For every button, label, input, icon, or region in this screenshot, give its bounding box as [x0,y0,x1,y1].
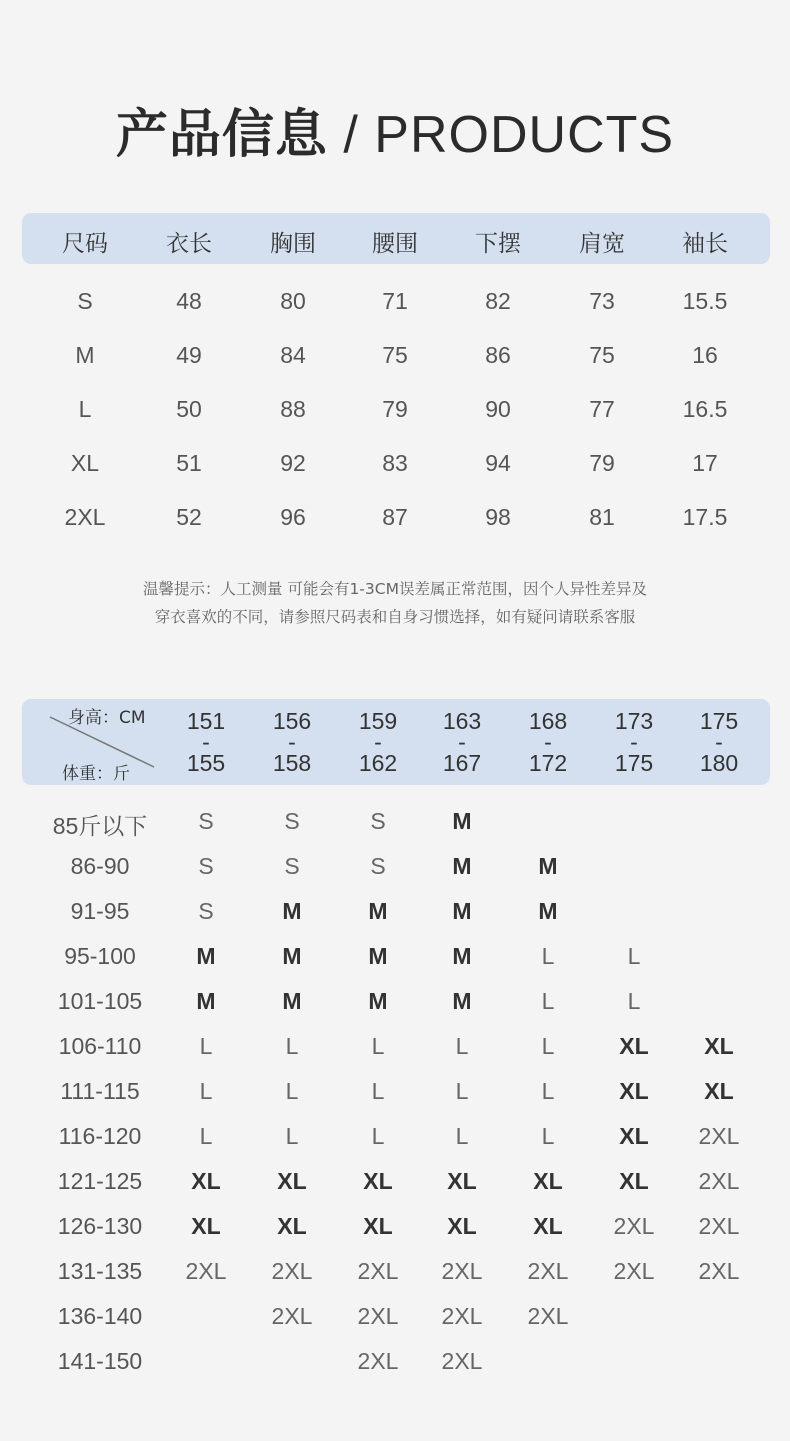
recommended-size-cell: L [285,1078,299,1104]
size-table-row [0,450,790,504]
range-dash: - [374,729,382,755]
fit-table-row [0,808,790,853]
recommended-size-cell: S [370,808,386,834]
size-table-cell: 15.5 [682,288,728,314]
recommended-size-cell: XL [447,1213,477,1239]
weight-range-cell: 91-95 [70,898,130,924]
size-table-cell: 17 [692,450,718,476]
size-table-cell: 16 [692,342,718,368]
range-to: 155 [186,750,226,776]
note-line-1: 温馨提示：人工测量 可能会有1-3CM误差属正常范围，因个人异性差异及 [143,580,647,598]
size-table-row [0,342,790,396]
recommended-size-cell: S [370,853,386,879]
size-header-cell: 下摆 [475,231,521,257]
recommended-size-cell: M [368,988,388,1014]
fit-table-row [0,1078,790,1123]
fit-table-row [0,1213,790,1258]
recommended-size-cell: M [452,988,472,1014]
recommended-size-cell: S [284,853,300,879]
recommended-size-cell: M [452,853,472,879]
recommended-size-cell: L [541,943,555,969]
recommended-size-cell: 2XL [698,1168,740,1194]
size-table-cell: 96 [280,504,306,530]
size-header-cell: 袖长 [682,231,728,257]
size-table-cell: 50 [176,396,202,422]
recommended-size-cell: 2XL [613,1213,655,1239]
range-dash: - [544,729,552,755]
recommended-size-cell: XL [277,1168,307,1194]
recommended-size-cell: L [627,943,641,969]
size-table-cell: 86 [485,342,511,368]
recommended-size-cell: L [371,1078,385,1104]
range-to: 180 [699,750,739,776]
fit-table-row [0,1303,790,1348]
size-table-row [0,396,790,450]
height-range-header [604,708,664,776]
recommended-size-cell: XL [533,1213,563,1239]
recommended-size-cell: 2XL [357,1258,399,1284]
recommended-size-cell: XL [447,1168,477,1194]
size-table-cell: 79 [589,450,615,476]
fit-table-row [0,1033,790,1078]
size-table-cell: 81 [589,504,615,530]
recommended-size-cell: S [284,808,300,834]
recommended-size-cell: M [452,898,472,924]
weight-range-cell: 141-150 [57,1348,143,1374]
recommended-size-cell: XL [191,1168,221,1194]
recommended-size-cell: XL [533,1168,563,1194]
recommended-size-cell: 2XL [698,1258,740,1284]
size-table-header [22,213,770,264]
recommended-size-cell: M [538,853,558,879]
recommended-size-cell: 2XL [698,1213,740,1239]
size-header-cell: 尺码 [62,231,108,257]
size-table-cell: S [77,288,93,314]
recommended-size-cell: XL [363,1168,393,1194]
height-label: 身高：CM [68,708,146,728]
recommended-size-cell: L [199,1078,213,1104]
range-dash: - [630,729,638,755]
weight-range-cell: 111-115 [60,1078,140,1104]
range-to: 158 [272,750,312,776]
recommended-size-cell: XL [363,1213,393,1239]
range-to: 162 [358,750,398,776]
range-to: 172 [528,750,568,776]
recommended-size-cell: XL [619,1033,649,1059]
weight-range-cell: 136-140 [57,1303,143,1329]
size-table-cell: 92 [280,450,306,476]
recommended-size-cell: M [538,898,558,924]
weight-range-cell: 106-110 [58,1033,142,1059]
size-header-cell: 胸围 [270,231,316,257]
size-table-cell: 80 [280,288,306,314]
size-table-cell: 52 [176,504,202,530]
recommended-size-cell: S [198,808,214,834]
size-header-cell: 腰围 [372,231,418,257]
weight-range-cell: 95-100 [64,943,136,969]
recommended-size-cell: 2XL [271,1303,313,1329]
note-line-2: 穿衣喜欢的不同，请参照尺码表和自身习惯选择，如有疑问请联系客服 [154,608,636,626]
height-range-header [176,708,236,776]
size-table-cell: 48 [176,288,202,314]
size-table-cell: 49 [176,342,202,368]
range-to: 175 [614,750,654,776]
recommended-size-cell: L [627,988,641,1014]
size-table-cell: 75 [589,342,615,368]
weight-range-cell: 121-125 [57,1168,143,1194]
recommended-size-cell: XL [704,1078,734,1104]
recommended-size-cell: 2XL [185,1258,227,1284]
recommended-size-cell: M [452,808,472,834]
recommended-size-cell: 2XL [357,1348,399,1374]
range-from: 168 [528,708,568,734]
recommended-size-cell: L [371,1033,385,1059]
title-chinese: 产品信息 [115,105,328,165]
size-table-row [0,288,790,342]
fit-table-row [0,1123,790,1168]
range-from: 156 [272,708,312,734]
weight-range-cell: 101-105 [57,988,143,1014]
fit-table-row [0,1168,790,1213]
recommended-size-cell: XL [704,1033,734,1059]
fit-table-header [22,699,770,785]
size-header-cell: 肩宽 [579,231,625,257]
recommended-size-cell: 2XL [441,1303,483,1329]
recommended-size-cell: 2XL [441,1348,483,1374]
recommended-size-cell: 2XL [527,1258,569,1284]
recommended-size-cell: L [541,1123,555,1149]
recommended-size-cell: 2XL [613,1258,655,1284]
size-table-cell: 71 [382,288,408,314]
size-table-cell: 16.5 [682,396,728,422]
weight-range-cell: 126-130 [57,1213,143,1239]
recommended-size-cell: M [368,943,388,969]
range-from: 163 [442,708,482,734]
size-table-cell: 84 [280,342,306,368]
recommended-size-cell: 2XL [698,1123,740,1149]
page-title [0,92,790,167]
size-table-cell: 83 [382,450,408,476]
recommended-size-cell: L [541,988,555,1014]
size-table-cell: 73 [589,288,615,314]
fit-table-row [0,943,790,988]
weight-range-cell: 85斤以下 [52,813,148,839]
size-table-cell: 17.5 [682,504,728,530]
weight-range-cell: 86-90 [70,853,130,879]
size-table-cell: 88 [280,396,306,422]
recommended-size-cell: L [455,1123,469,1149]
size-table-cell: 79 [382,396,408,422]
recommended-size-cell: S [198,898,214,924]
recommended-size-cell: M [282,988,302,1014]
fit-table-row [0,898,790,943]
height-range-header [689,708,749,776]
recommended-size-cell: 2XL [527,1303,569,1329]
fit-table-row [0,1348,790,1393]
recommended-size-cell: L [199,1033,213,1059]
recommended-size-cell: M [452,943,472,969]
range-dash: - [202,729,210,755]
weight-range-cell: 131-135 [57,1258,143,1284]
size-table-cell: M [75,342,95,368]
weight-range-cell: 116-120 [58,1123,142,1149]
recommended-size-cell: L [371,1123,385,1149]
recommended-size-cell: XL [619,1168,649,1194]
size-table-cell: 90 [485,396,511,422]
height-range-header [432,708,492,776]
recommended-size-cell: L [541,1078,555,1104]
recommended-size-cell: L [541,1033,555,1059]
size-table-cell: XL [70,450,100,476]
size-table-row [0,504,790,558]
title-english: PRODUCTS [374,106,675,164]
size-table-cell: 87 [382,504,408,530]
size-header-cell: 衣长 [166,231,212,257]
size-table-cell: 94 [485,450,511,476]
recommended-size-cell: XL [277,1213,307,1239]
recommended-size-cell: M [368,898,388,924]
height-range-header [518,708,578,776]
size-table-cell: 82 [485,288,511,314]
recommended-size-cell: 2XL [441,1258,483,1284]
recommended-size-cell: 2XL [357,1303,399,1329]
fit-table-row [0,988,790,1033]
recommended-size-cell: M [282,943,302,969]
range-to: 167 [442,750,482,776]
recommended-size-cell: S [198,853,214,879]
range-dash: - [288,729,296,755]
recommended-size-cell: M [282,898,302,924]
recommended-size-cell: M [196,988,216,1014]
size-table-cell: 77 [589,396,615,422]
recommended-size-cell: L [285,1033,299,1059]
range-from: 173 [614,708,654,734]
range-dash: - [715,729,723,755]
title-separator: / [327,106,375,164]
range-dash: - [458,729,466,755]
weight-label: 体重：斤 [62,764,130,784]
size-table-cell: 51 [176,450,202,476]
size-table-cell: 2XL [64,504,106,530]
recommended-size-cell: XL [619,1123,649,1149]
range-from: 159 [358,708,398,734]
height-range-header [262,708,322,776]
recommended-size-cell: L [455,1078,469,1104]
height-range-header [348,708,408,776]
range-from: 151 [186,708,226,734]
size-table-cell: 98 [485,504,511,530]
recommended-size-cell: L [199,1123,213,1149]
recommended-size-cell: XL [619,1078,649,1104]
recommended-size-cell: L [455,1033,469,1059]
size-table-cell: 75 [382,342,408,368]
fit-table-row [0,1258,790,1303]
range-from: 175 [699,708,739,734]
size-table-cell: L [78,396,92,422]
recommended-size-cell: 2XL [271,1258,313,1284]
recommended-size-cell: XL [191,1213,221,1239]
recommended-size-cell: L [285,1123,299,1149]
recommended-size-cell: M [196,943,216,969]
fit-table-row [0,853,790,898]
